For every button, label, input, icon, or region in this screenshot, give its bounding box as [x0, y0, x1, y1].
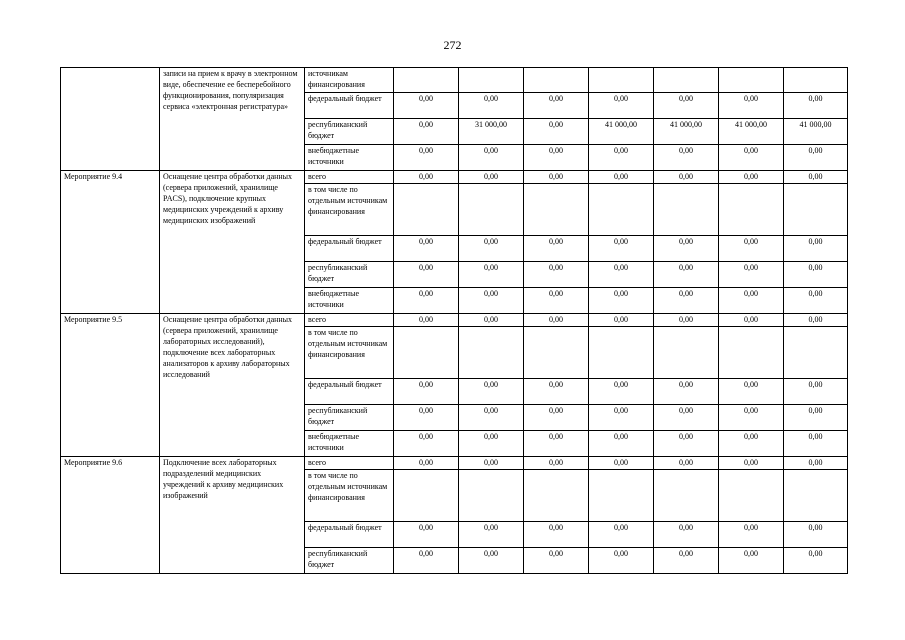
amount-cell — [589, 184, 654, 236]
table-row — [61, 171, 848, 184]
amount-cell — [589, 68, 654, 93]
amount-cell — [524, 184, 589, 236]
event-id-cell: Мероприятие 9.4 — [61, 171, 160, 314]
amount-cell — [459, 184, 524, 236]
funding-source-cell: внебюджетные источники — [305, 288, 394, 314]
amount-cell: 0,00 — [394, 522, 459, 548]
amount-cell — [719, 68, 784, 93]
amount-cell: 0,00 — [589, 379, 654, 405]
amount-cell: 0,00 — [719, 457, 784, 470]
amount-cell: 0,00 — [784, 262, 848, 288]
amount-cell: 0,00 — [524, 431, 589, 457]
amount-cell: 0,00 — [654, 93, 719, 119]
amount-cell: 0,00 — [524, 379, 589, 405]
event-id-cell: Мероприятие 9.5 — [61, 314, 160, 457]
amount-cell: 0,00 — [394, 457, 459, 470]
amount-cell — [459, 470, 524, 522]
amount-cell: 0,00 — [589, 262, 654, 288]
funding-source-cell: всего — [305, 457, 394, 470]
amount-cell: 41 000,00 — [784, 119, 848, 145]
amount-cell: 0,00 — [589, 405, 654, 431]
amount-cell: 0,00 — [719, 262, 784, 288]
amount-cell: 0,00 — [394, 93, 459, 119]
event-name-cell: Оснащение центра обработки данных (сервера приложений, хранилище PACS), подключение крупных медицинских учреждений к архиву медицинских изображений — [160, 171, 305, 314]
amount-cell — [719, 327, 784, 379]
amount-cell: 0,00 — [719, 145, 784, 171]
amount-cell: 0,00 — [459, 288, 524, 314]
event-id-cell: Мероприятие 9.6 — [61, 457, 160, 574]
amount-cell: 0,00 — [459, 314, 524, 327]
amount-cell: 0,00 — [394, 379, 459, 405]
amount-cell: 0,00 — [654, 171, 719, 184]
amount-cell: 0,00 — [394, 145, 459, 171]
amount-cell — [784, 68, 848, 93]
amount-cell: 0,00 — [589, 93, 654, 119]
amount-cell: 0,00 — [524, 522, 589, 548]
funding-source-cell: республиканский бюджет — [305, 405, 394, 431]
amount-cell: 0,00 — [784, 314, 848, 327]
event-name-cell: записи на прием к врачу в электронном виде, обеспечение ее бесперебойного функционирования, популяризация сервиса «электронная регистратура» — [160, 68, 305, 171]
amount-cell: 0,00 — [524, 93, 589, 119]
amount-cell: 0,00 — [719, 522, 784, 548]
amount-cell: 0,00 — [654, 314, 719, 327]
amount-cell: 0,00 — [394, 314, 459, 327]
amount-cell: 0,00 — [459, 236, 524, 262]
amount-cell: 0,00 — [784, 522, 848, 548]
amount-cell: 0,00 — [719, 548, 784, 574]
amount-cell: 0,00 — [719, 236, 784, 262]
amount-cell: 0,00 — [394, 288, 459, 314]
amount-cell — [719, 184, 784, 236]
amount-cell: 0,00 — [394, 262, 459, 288]
amount-cell — [459, 327, 524, 379]
amount-cell: 0,00 — [589, 548, 654, 574]
amount-cell: 0,00 — [524, 405, 589, 431]
amount-cell: 0,00 — [719, 379, 784, 405]
funding-source-cell: федеральный бюджет — [305, 379, 394, 405]
funding-source-cell: федеральный бюджет — [305, 93, 394, 119]
amount-cell: 0,00 — [784, 288, 848, 314]
amount-cell: 0,00 — [459, 522, 524, 548]
amount-cell — [784, 327, 848, 379]
amount-cell: 0,00 — [589, 145, 654, 171]
amount-cell: 0,00 — [589, 314, 654, 327]
amount-cell: 0,00 — [784, 145, 848, 171]
budget-table — [60, 67, 848, 574]
amount-cell: 0,00 — [719, 405, 784, 431]
page-number: 272 — [443, 38, 462, 52]
amount-cell: 41 000,00 — [719, 119, 784, 145]
amount-cell: 0,00 — [459, 457, 524, 470]
table-row — [61, 314, 848, 327]
amount-cell: 0,00 — [719, 431, 784, 457]
amount-cell: 41 000,00 — [654, 119, 719, 145]
amount-cell — [394, 470, 459, 522]
amount-cell: 0,00 — [589, 431, 654, 457]
funding-source-cell: всего — [305, 314, 394, 327]
amount-cell: 0,00 — [654, 431, 719, 457]
amount-cell — [589, 327, 654, 379]
amount-cell — [524, 470, 589, 522]
amount-cell: 0,00 — [524, 171, 589, 184]
amount-cell: 0,00 — [394, 171, 459, 184]
funding-source-cell: в том числе по отдельным источникам финансирования — [305, 327, 394, 379]
amount-cell — [459, 68, 524, 93]
amount-cell: 0,00 — [524, 314, 589, 327]
table-row — [61, 457, 848, 470]
amount-cell: 0,00 — [654, 288, 719, 314]
amount-cell: 0,00 — [784, 548, 848, 574]
amount-cell: 0,00 — [654, 522, 719, 548]
amount-cell: 0,00 — [784, 379, 848, 405]
amount-cell: 0,00 — [589, 236, 654, 262]
funding-source-cell: республиканский бюджет — [305, 262, 394, 288]
amount-cell: 0,00 — [784, 236, 848, 262]
funding-source-cell: внебюджетные источники — [305, 145, 394, 171]
amount-cell — [654, 470, 719, 522]
funding-source-cell: источникам финансирования — [305, 68, 394, 93]
amount-cell: 0,00 — [459, 145, 524, 171]
amount-cell: 0,00 — [784, 457, 848, 470]
amount-cell: 41 000,00 — [589, 119, 654, 145]
funding-source-cell: федеральный бюджет — [305, 236, 394, 262]
amount-cell — [654, 68, 719, 93]
amount-cell: 0,00 — [719, 314, 784, 327]
amount-cell: 0,00 — [719, 288, 784, 314]
funding-source-cell: внебюджетные источники — [305, 431, 394, 457]
amount-cell — [784, 184, 848, 236]
amount-cell: 0,00 — [459, 262, 524, 288]
amount-cell: 0,00 — [719, 93, 784, 119]
event-name-cell: Оснащение центра обработки данных (сервера приложений, хранилище лабораторных исследований), подключение всех лабораторных анализаторов к архиву лабораторных исследований — [160, 314, 305, 457]
amount-cell: 0,00 — [524, 236, 589, 262]
amount-cell — [524, 68, 589, 93]
funding-source-cell: в том числе по отдельным источникам финансирования — [305, 470, 394, 522]
amount-cell: 0,00 — [459, 431, 524, 457]
amount-cell: 0,00 — [394, 405, 459, 431]
budget-table-body — [61, 68, 848, 574]
funding-source-cell: всего — [305, 171, 394, 184]
amount-cell — [394, 327, 459, 379]
amount-cell: 0,00 — [784, 93, 848, 119]
amount-cell: 0,00 — [459, 405, 524, 431]
amount-cell: 0,00 — [524, 119, 589, 145]
amount-cell: 0,00 — [524, 262, 589, 288]
amount-cell: 0,00 — [394, 431, 459, 457]
funding-source-cell: республиканский бюджет — [305, 548, 394, 574]
amount-cell: 0,00 — [654, 457, 719, 470]
amount-cell: 0,00 — [784, 405, 848, 431]
amount-cell: 0,00 — [654, 548, 719, 574]
amount-cell: 0,00 — [589, 171, 654, 184]
amount-cell — [654, 327, 719, 379]
amount-cell: 0,00 — [524, 548, 589, 574]
amount-cell: 0,00 — [589, 457, 654, 470]
amount-cell: 0,00 — [654, 405, 719, 431]
amount-cell: 0,00 — [459, 548, 524, 574]
amount-cell — [654, 184, 719, 236]
funding-source-cell: федеральный бюджет — [305, 522, 394, 548]
amount-cell — [394, 184, 459, 236]
amount-cell: 0,00 — [784, 171, 848, 184]
amount-cell — [784, 470, 848, 522]
amount-cell: 0,00 — [459, 171, 524, 184]
amount-cell: 0,00 — [719, 171, 784, 184]
amount-cell — [524, 327, 589, 379]
amount-cell: 0,00 — [654, 236, 719, 262]
funding-source-cell: республиканский бюджет — [305, 119, 394, 145]
funding-source-cell: в том числе по отдельным источникам финансирования — [305, 184, 394, 236]
amount-cell: 0,00 — [654, 379, 719, 405]
amount-cell: 0,00 — [394, 236, 459, 262]
amount-cell: 0,00 — [784, 431, 848, 457]
amount-cell: 0,00 — [589, 522, 654, 548]
amount-cell: 0,00 — [394, 119, 459, 145]
amount-cell: 0,00 — [589, 288, 654, 314]
amount-cell: 0,00 — [654, 145, 719, 171]
amount-cell: 0,00 — [524, 288, 589, 314]
amount-cell: 31 000,00 — [459, 119, 524, 145]
event-id-cell — [61, 68, 160, 171]
amount-cell: 0,00 — [654, 262, 719, 288]
amount-cell — [589, 470, 654, 522]
table-row — [61, 68, 848, 93]
amount-cell: 0,00 — [459, 93, 524, 119]
amount-cell: 0,00 — [524, 145, 589, 171]
event-name-cell: Подключение всех лабораторных подразделений медицинских учреждений к архиву медицинских изображений — [160, 457, 305, 574]
amount-cell: 0,00 — [524, 457, 589, 470]
amount-cell — [719, 470, 784, 522]
amount-cell: 0,00 — [394, 548, 459, 574]
amount-cell — [394, 68, 459, 93]
amount-cell: 0,00 — [459, 379, 524, 405]
